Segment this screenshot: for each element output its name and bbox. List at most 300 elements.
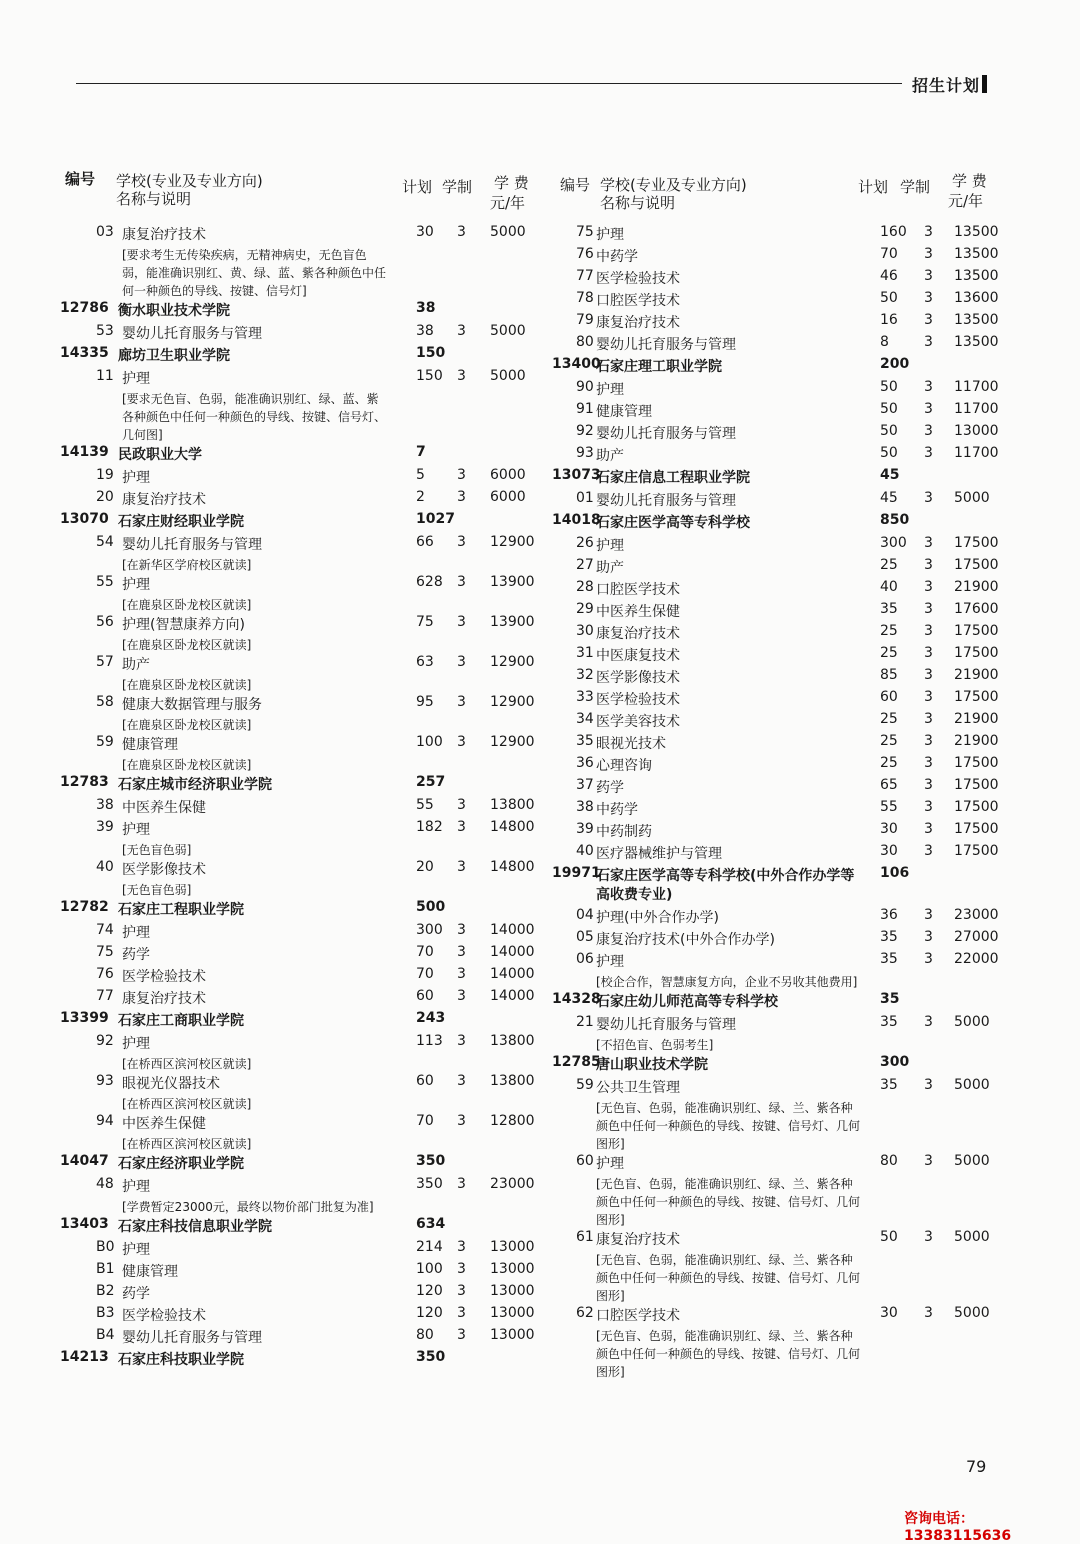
major-plan: 25 (880, 557, 898, 573)
major-fee: 14000 (490, 966, 535, 982)
major-row (60, 224, 540, 246)
major-years: 3 (924, 689, 933, 705)
major-name: 助产 (596, 448, 624, 464)
major-years: 3 (924, 1229, 933, 1245)
major-code: 59 (96, 734, 114, 750)
major-note (548, 1327, 860, 1381)
major-name: 健康管理 (122, 737, 178, 753)
school-name: 石家庄工程职业学院 (118, 902, 244, 918)
header-plan: 计划 (402, 178, 433, 196)
major-row (548, 1153, 1018, 1175)
major-code: 37 (576, 777, 594, 793)
major-plan: 40 (880, 579, 898, 595)
major-row (60, 1283, 540, 1305)
major-years: 3 (924, 929, 933, 945)
major-years: 3 (457, 368, 466, 384)
major-fee: 21900 (954, 733, 999, 749)
major-years: 3 (924, 579, 933, 595)
major-row (60, 988, 540, 1010)
major-code: 74 (96, 922, 114, 938)
school-code: 14139 (60, 444, 109, 460)
note-text: [不招色盲、色弱考生] (596, 1038, 714, 1052)
major-plan: 160 (880, 224, 907, 240)
major-code: 39 (96, 819, 114, 835)
major-plan: 16 (880, 312, 898, 328)
major-name: 心理咨询 (596, 758, 652, 774)
major-name: 眼视光仪器技术 (122, 1076, 220, 1092)
major-plan: 55 (416, 797, 434, 813)
school-plan: 1027 (416, 511, 455, 527)
major-row (548, 1014, 1018, 1036)
major-plan: 95 (416, 694, 434, 710)
major-code: 21 (576, 1014, 594, 1030)
major-row (548, 951, 1018, 973)
major-plan: 120 (416, 1283, 443, 1299)
major-plan: 55 (880, 799, 898, 815)
school-plan: 45 (880, 467, 900, 483)
major-fee: 17500 (954, 777, 999, 793)
major-name: 护理(中外合作办学) (596, 910, 719, 926)
major-years: 3 (457, 734, 466, 750)
major-years: 3 (457, 224, 466, 240)
major-code: 27 (576, 557, 594, 573)
major-name: 护理 (596, 538, 624, 554)
major-years: 3 (924, 401, 933, 417)
school-row (60, 444, 540, 467)
major-fee: 17500 (954, 799, 999, 815)
major-name: 护理 (122, 577, 150, 593)
major-code: 48 (96, 1176, 114, 1192)
major-code: 77 (96, 988, 114, 1004)
major-code: 06 (576, 951, 594, 967)
major-row (60, 694, 540, 716)
major-code: 75 (576, 224, 594, 240)
major-row (548, 557, 1018, 579)
major-fee: 17500 (954, 689, 999, 705)
major-code: 31 (576, 645, 594, 661)
major-years: 3 (924, 1077, 933, 1093)
school-plan: 500 (416, 899, 446, 915)
major-name: 护理 (122, 925, 150, 941)
school-plan: 257 (416, 774, 446, 790)
major-fee: 13500 (954, 246, 999, 262)
major-note (60, 1198, 388, 1216)
major-years: 3 (924, 821, 933, 837)
major-years: 3 (924, 907, 933, 923)
major-years: 3 (457, 467, 466, 483)
header-rule (76, 83, 902, 84)
major-fee: 13500 (954, 224, 999, 240)
major-fee: 13500 (954, 268, 999, 284)
major-name: 医疗器械维护与管理 (596, 846, 722, 862)
major-note (60, 1055, 388, 1073)
major-plan: 182 (416, 819, 443, 835)
major-code: B2 (96, 1283, 115, 1299)
major-fee: 13600 (954, 290, 999, 306)
major-plan: 45 (880, 490, 898, 506)
major-fee: 13500 (954, 312, 999, 328)
note-text: [在鹿泉区卧龙校区就读] (122, 638, 252, 652)
major-years: 3 (457, 694, 466, 710)
consult-phone: 咨询电话：13383115636 (904, 1511, 1012, 1544)
major-years: 3 (924, 1014, 933, 1030)
major-years: 3 (457, 819, 466, 835)
major-name: 中医养生保健 (122, 1116, 206, 1132)
major-plan: 70 (416, 944, 434, 960)
page-number: 79 (966, 1457, 987, 1476)
major-code: 76 (96, 966, 114, 982)
major-code: 92 (96, 1033, 114, 1049)
major-fee: 17500 (954, 843, 999, 859)
major-name: 护理 (596, 382, 624, 398)
major-plan: 35 (880, 1014, 898, 1030)
major-row (60, 1327, 540, 1349)
major-years: 3 (924, 645, 933, 661)
school-row (60, 774, 540, 797)
school-row (548, 356, 1018, 379)
major-fee: 14800 (490, 819, 535, 835)
major-row (548, 445, 1018, 467)
major-fee: 13800 (490, 1033, 535, 1049)
major-plan: 60 (880, 689, 898, 705)
school-code: 12786 (60, 300, 109, 316)
major-fee: 17600 (954, 601, 999, 617)
major-name: 婴幼儿托育服务与管理 (596, 337, 736, 353)
major-row (60, 859, 540, 881)
major-fee: 14000 (490, 944, 535, 960)
major-fee: 6000 (490, 489, 526, 505)
major-note (60, 1095, 388, 1113)
major-code: B1 (96, 1261, 115, 1277)
left-rows (60, 224, 540, 1372)
major-plan: 80 (880, 1153, 898, 1169)
header-school: 学校(专业及专业方向) (116, 172, 263, 190)
major-row (60, 922, 540, 944)
major-years: 3 (457, 1239, 466, 1255)
major-years: 3 (924, 490, 933, 506)
major-row (60, 1033, 540, 1055)
header-school-sub: 名称与说明 (600, 194, 676, 212)
school-code: 14213 (60, 1349, 109, 1365)
major-note (60, 596, 388, 614)
major-row (548, 246, 1018, 268)
major-code: 54 (96, 534, 114, 550)
major-years: 3 (457, 1176, 466, 1192)
major-code: 59 (576, 1077, 594, 1093)
major-years: 3 (924, 799, 933, 815)
major-row (548, 711, 1018, 733)
school-plan: 300 (880, 1054, 910, 1070)
major-fee: 17500 (954, 535, 999, 551)
major-years: 3 (457, 922, 466, 938)
major-code: 29 (576, 601, 594, 617)
major-row (548, 777, 1018, 799)
school-name: 民政职业大学 (118, 447, 202, 463)
major-years: 3 (924, 379, 933, 395)
major-row (60, 574, 540, 596)
major-plan: 63 (416, 654, 434, 670)
school-plan: 35 (880, 991, 900, 1007)
major-fee: 5000 (490, 368, 526, 384)
major-years: 3 (457, 654, 466, 670)
major-fee: 13800 (490, 1073, 535, 1089)
school-code: 14047 (60, 1153, 109, 1169)
major-name: 助产 (122, 657, 150, 673)
major-fee: 5000 (954, 1305, 990, 1321)
major-row (548, 929, 1018, 951)
school-name: 衡水职业技术学院 (118, 303, 230, 319)
major-name: 护理(智慧康养方向) (122, 617, 245, 633)
school-plan: 150 (416, 345, 446, 361)
major-code: 75 (96, 944, 114, 960)
major-plan: 300 (880, 535, 907, 551)
note-text: [在鹿泉区卧龙校区就读] (122, 718, 252, 732)
major-row (548, 1077, 1018, 1099)
major-code: 60 (576, 1153, 594, 1169)
major-plan: 50 (880, 379, 898, 395)
right-rows (548, 224, 1018, 1381)
major-code: 05 (576, 929, 594, 945)
school-name: 石家庄科技信息职业学院 (118, 1219, 272, 1235)
major-fee: 13900 (490, 574, 535, 590)
major-code: 40 (96, 859, 114, 875)
school-plan: 350 (416, 1349, 446, 1365)
school-code: 14018 (552, 512, 601, 528)
major-years: 3 (924, 1153, 933, 1169)
major-plan: 350 (416, 1176, 443, 1192)
major-note (60, 246, 388, 300)
major-fee: 12900 (490, 694, 535, 710)
major-name: 护理 (122, 371, 150, 387)
major-code: 57 (96, 654, 114, 670)
note-text: [在桥西区滨河校区就读] (122, 1057, 252, 1071)
major-name: 健康管理 (596, 404, 652, 420)
major-years: 3 (924, 290, 933, 306)
major-row (60, 1261, 540, 1283)
major-note (60, 716, 388, 734)
major-code: 93 (96, 1073, 114, 1089)
major-row (548, 733, 1018, 755)
major-fee: 11700 (954, 445, 999, 461)
major-fee: 13000 (490, 1327, 535, 1343)
major-plan: 80 (416, 1327, 434, 1343)
major-name: 康复治疗技术 (596, 315, 680, 331)
major-name: 公共卫生管理 (596, 1080, 680, 1096)
major-years: 3 (924, 843, 933, 859)
school-plan: 200 (880, 356, 910, 372)
major-row (548, 579, 1018, 601)
major-note (60, 881, 388, 899)
major-years: 3 (457, 323, 466, 339)
major-years: 3 (924, 445, 933, 461)
school-row (60, 899, 540, 922)
major-code: 61 (576, 1229, 594, 1245)
major-row (60, 654, 540, 676)
major-plan: 50 (880, 445, 898, 461)
major-plan: 30 (880, 1305, 898, 1321)
major-plan: 100 (416, 1261, 443, 1277)
major-row (60, 819, 540, 841)
major-row (60, 734, 540, 756)
major-fee: 5000 (954, 1153, 990, 1169)
note-text: [无色盲、色弱，能准确识别红、绿、兰、紫各种颜色中任何一种颜色的导线、按键、信号灯、几何图形] (596, 1329, 861, 1379)
major-years: 3 (924, 557, 933, 573)
major-name: 药学 (122, 1286, 150, 1302)
major-name: 婴幼儿托育服务与管理 (596, 493, 736, 509)
major-row (60, 1113, 540, 1135)
major-fee: 5000 (954, 1229, 990, 1245)
major-note (60, 1135, 388, 1153)
header-bar-mark (982, 75, 987, 93)
school-plan: 243 (416, 1010, 446, 1026)
major-code: 79 (576, 312, 594, 328)
major-plan: 5 (416, 467, 425, 483)
major-name: 婴幼儿托育服务与管理 (596, 426, 736, 442)
major-fee: 11700 (954, 401, 999, 417)
major-row (548, 623, 1018, 645)
school-name: 石家庄工商职业学院 (118, 1013, 244, 1029)
major-code: 90 (576, 379, 594, 395)
major-row (548, 1229, 1018, 1251)
major-name: 护理 (596, 954, 624, 970)
major-fee: 5000 (490, 224, 526, 240)
major-name: 健康大数据管理与服务 (122, 697, 262, 713)
header-code: 编号 (65, 170, 96, 188)
major-years: 3 (924, 711, 933, 727)
school-name: 石家庄幼儿师范高等专科学校 (596, 994, 778, 1010)
major-name: 口腔医学技术 (596, 293, 680, 309)
major-name: 康复治疗技术(中外合作办学) (596, 932, 775, 948)
major-row (548, 667, 1018, 689)
header-fee-unit: 元/年 (948, 192, 984, 210)
school-code: 13073 (552, 467, 601, 483)
major-fee: 21900 (954, 711, 999, 727)
major-plan: 120 (416, 1305, 443, 1321)
major-row (60, 368, 540, 390)
major-name: 康复治疗技术 (596, 1232, 680, 1248)
note-text: [在桥西区滨河校区就读] (122, 1097, 252, 1111)
major-plan: 70 (416, 1113, 434, 1129)
major-plan: 30 (416, 224, 434, 240)
school-row (60, 511, 540, 534)
major-name: 医学检验技术 (122, 969, 206, 985)
major-years: 3 (924, 535, 933, 551)
major-code: 20 (96, 489, 114, 505)
major-name: 护理 (122, 822, 150, 838)
major-name: 护理 (122, 1036, 150, 1052)
note-text: [校企合作，智慧康复方向，企业不另收其他费用] (596, 975, 858, 989)
major-note (60, 556, 388, 574)
major-plan: 46 (880, 268, 898, 284)
major-row (548, 907, 1018, 929)
major-name: 助产 (596, 560, 624, 576)
major-row (548, 268, 1018, 290)
major-row (60, 797, 540, 819)
school-row (548, 991, 1018, 1014)
major-row (548, 401, 1018, 423)
major-plan: 113 (416, 1033, 443, 1049)
note-text: [在鹿泉区卧龙校区就读] (122, 598, 252, 612)
major-plan: 50 (880, 401, 898, 417)
major-name: 康复治疗技术 (122, 492, 206, 508)
major-code: 04 (576, 907, 594, 923)
major-plan: 100 (416, 734, 443, 750)
major-plan: 35 (880, 601, 898, 617)
major-plan: 25 (880, 645, 898, 661)
major-fee: 11700 (954, 379, 999, 395)
major-row (548, 689, 1018, 711)
major-row (548, 312, 1018, 334)
school-name: 石家庄医学高等专科学校 (596, 515, 750, 531)
right-column (548, 164, 1018, 1381)
major-plan: 66 (416, 534, 434, 550)
major-note (60, 756, 388, 774)
major-years: 3 (457, 859, 466, 875)
major-fee: 12900 (490, 654, 535, 670)
major-code: 78 (576, 290, 594, 306)
major-code: 80 (576, 334, 594, 350)
major-name: 药学 (122, 947, 150, 963)
major-plan: 50 (880, 1229, 898, 1245)
major-years: 3 (924, 334, 933, 350)
school-name: 廊坊卫生职业学院 (118, 348, 230, 364)
major-years: 3 (924, 268, 933, 284)
header-years: 学制 (442, 178, 473, 196)
note-text: [无色盲、色弱，能准确识别红、绿、兰、紫各种颜色中任何一种颜色的导线、按键、信号灯、几何图形] (596, 1177, 861, 1227)
school-row (548, 865, 1018, 907)
major-name: 医学检验技术 (596, 271, 680, 287)
major-years: 3 (457, 1261, 466, 1277)
major-years: 3 (457, 797, 466, 813)
school-code: 12785 (552, 1054, 601, 1070)
school-row (60, 1349, 540, 1372)
major-plan: 85 (880, 667, 898, 683)
note-text: [无色盲、色弱，能准确识别红、绿、兰、紫各种颜色中任何一种颜色的导线、按键、信号灯、几何图形] (596, 1253, 861, 1303)
school-name: 石家庄科技职业学院 (118, 1352, 244, 1368)
school-code: 13070 (60, 511, 109, 527)
header-school-sub: 名称与说明 (116, 190, 192, 208)
major-code: 40 (576, 843, 594, 859)
header-fee-unit: 元/年 (490, 194, 526, 212)
major-name: 中药学 (596, 249, 638, 265)
major-row (60, 323, 540, 345)
major-note (548, 1099, 860, 1153)
major-row (548, 379, 1018, 401)
major-row (548, 334, 1018, 356)
note-text: [无色盲色弱] (122, 843, 192, 857)
school-code: 12782 (60, 899, 109, 915)
major-name: 药学 (596, 780, 624, 796)
major-plan: 2 (416, 489, 425, 505)
major-years: 3 (924, 667, 933, 683)
header-code: 编号 (560, 176, 591, 194)
school-row (548, 467, 1018, 490)
major-name: 中医康复技术 (596, 648, 680, 664)
major-code: 28 (576, 579, 594, 595)
major-plan: 25 (880, 623, 898, 639)
major-fee: 5000 (490, 323, 526, 339)
major-code: 19 (96, 467, 114, 483)
major-years: 3 (457, 574, 466, 590)
school-code: 14335 (60, 345, 109, 361)
header-fee: 学 费 (952, 172, 987, 190)
major-years: 3 (457, 1305, 466, 1321)
major-plan: 8 (880, 334, 889, 350)
major-years: 3 (457, 1073, 466, 1089)
header-school: 学校(专业及专业方向) (600, 176, 747, 194)
major-row (60, 1073, 540, 1095)
major-code: 62 (576, 1305, 594, 1321)
